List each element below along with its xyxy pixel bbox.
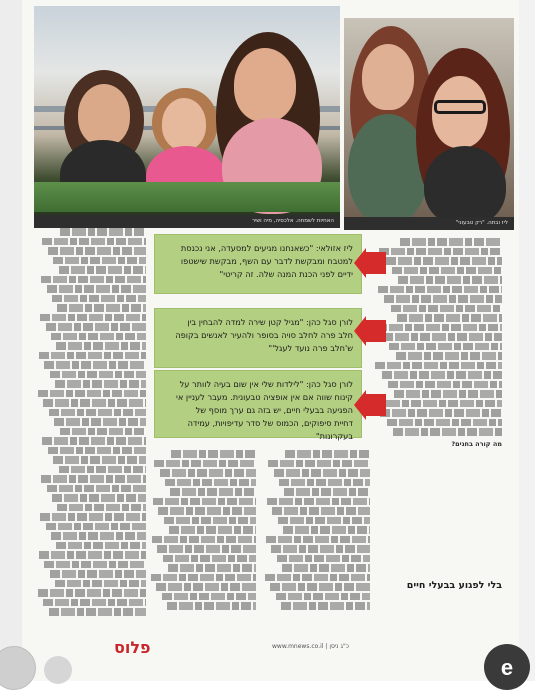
overlay-button-small[interactable] — [44, 656, 72, 684]
magazine-page — [22, 0, 519, 681]
text-line — [267, 498, 370, 506]
text-line — [154, 460, 256, 468]
text-line — [396, 352, 502, 360]
text-line — [43, 399, 146, 407]
text-line — [265, 574, 370, 582]
text-line — [57, 504, 146, 512]
arrow-icon — [352, 390, 388, 420]
mother-face — [362, 44, 414, 110]
text-line — [279, 479, 370, 487]
text-column-left — [38, 228, 146, 618]
text-line — [270, 583, 370, 591]
text-line — [157, 545, 256, 553]
text-line — [282, 564, 370, 572]
text-line — [42, 238, 146, 246]
pull-quote-1 — [154, 234, 362, 294]
text-line — [38, 589, 146, 597]
text-line — [168, 564, 256, 572]
text-line — [60, 428, 146, 436]
text-line — [387, 419, 502, 427]
text-line — [50, 371, 146, 379]
photo-caption-right: ליז ובתה. "רק טבעוני" — [344, 217, 514, 230]
text-line — [59, 266, 146, 274]
text-line — [398, 276, 502, 284]
text-line — [386, 257, 502, 265]
text-line — [40, 314, 146, 322]
text-line — [55, 380, 146, 388]
text-line — [285, 450, 370, 458]
photo-three-girls — [34, 6, 340, 228]
e-logo-icon — [484, 644, 530, 690]
text-line — [39, 352, 146, 360]
text-line — [56, 542, 146, 550]
right-margin — [519, 0, 535, 681]
text-line — [284, 488, 370, 496]
overlay-button-left[interactable] — [0, 646, 36, 690]
text-line — [400, 238, 502, 246]
text-column-middle — [150, 450, 372, 612]
text-line — [394, 390, 502, 398]
text-line — [266, 536, 370, 544]
text-line — [47, 285, 146, 293]
text-line — [165, 479, 256, 487]
girl-face — [78, 84, 130, 146]
text-line — [152, 536, 256, 544]
brand-logo: פלוס — [114, 638, 151, 657]
text-line — [48, 247, 146, 255]
text-line — [377, 324, 502, 332]
page-footer — [36, 630, 511, 670]
glasses-icon — [434, 100, 486, 114]
text-line — [281, 602, 370, 610]
footer-meta: www.mnews.co.il | כ"ג ניסן — [272, 643, 349, 650]
text-line — [50, 570, 146, 578]
text-column-right — [374, 238, 502, 628]
text-line — [397, 314, 502, 322]
text-line — [51, 333, 146, 341]
overlay-logo-button[interactable] — [484, 644, 530, 690]
text-line — [46, 323, 146, 331]
left-margin — [0, 0, 22, 681]
text-line — [54, 418, 146, 426]
text-line — [59, 466, 146, 474]
pull-quote-2 — [154, 308, 362, 368]
text-line — [276, 593, 370, 601]
text-line — [41, 475, 146, 483]
pull-quote-3 — [154, 370, 362, 441]
text-line — [40, 513, 146, 521]
text-line — [164, 517, 256, 525]
text-line — [52, 295, 146, 303]
text-line — [56, 342, 146, 350]
text-line — [391, 305, 502, 313]
text-line — [382, 371, 502, 379]
text-line — [153, 498, 256, 506]
text-line — [53, 456, 146, 464]
pull-quote-2-text: לורן סגל כהן: "מגיל קטן שירה למדה להבחין בין חלב פרה לחלב סויה בסופר ולהעיר לאנשים בקופה ש'חלב פרה נועד לעגל'" — [175, 317, 353, 353]
text-line — [156, 583, 256, 591]
text-line — [48, 447, 146, 455]
child-face — [162, 98, 206, 150]
pull-quote-1-text: ליז אזולאי: "כשאנחנו מגיעים למסעדה, אני נכנסת למטבח ומבקשת לדבר עם השף, מבקשת שישטפו ידיים לפני הכנת המנה שלה. זה קריטי" — [180, 243, 353, 279]
text-line — [60, 228, 146, 236]
text-line — [55, 580, 146, 588]
text-line — [160, 469, 256, 477]
text-line — [274, 469, 370, 477]
text-line — [42, 437, 146, 445]
text-line — [51, 532, 146, 540]
text-line — [384, 295, 502, 303]
text-line — [49, 608, 146, 616]
text-line — [283, 526, 370, 534]
text-line — [158, 507, 256, 515]
text-line — [44, 561, 146, 569]
text-line — [52, 494, 146, 502]
text-line — [375, 362, 502, 370]
teen-face — [234, 48, 296, 122]
arrow-icon — [352, 248, 388, 278]
text-line — [162, 593, 256, 601]
svg-text:e: e — [500, 655, 514, 680]
text-line — [392, 267, 502, 275]
text-line — [49, 409, 146, 417]
text-line — [379, 248, 502, 256]
text-line — [171, 450, 256, 458]
text-line — [163, 555, 256, 563]
text-line — [151, 574, 256, 582]
text-line — [53, 257, 146, 265]
text-line — [47, 485, 146, 493]
text-line — [44, 361, 146, 369]
text-line — [374, 400, 502, 408]
text-line — [393, 428, 502, 436]
text-line — [41, 276, 146, 284]
subheading: מה קורה בחגים? — [451, 440, 502, 448]
text-line — [169, 526, 256, 534]
text-line — [383, 333, 502, 341]
text-line — [38, 390, 146, 398]
text-line — [271, 545, 370, 553]
text-line — [39, 551, 146, 559]
pull-quote-3-text: לורן סגל כהן: "לילדות שלי אין שום בעיה לוותר על קינוח שווה אם אין אופציה טבעונית. מעבר לעניין אי הפגיעה בבעלי חיים, יש בזה גם ערך מוסף של דחיית סיפוקים, הכמוס של סדר עדיפויות, עמידה בעקרונות" — [175, 379, 353, 441]
text-line — [380, 409, 502, 417]
photo-mother-daughter — [344, 18, 514, 230]
text-line — [57, 304, 146, 312]
text-line — [277, 555, 370, 563]
section-heading: בלי לפגוע בבעלי חיים — [406, 580, 502, 591]
text-line — [272, 507, 370, 515]
text-line — [170, 488, 256, 496]
text-line — [278, 517, 370, 525]
daughter-body — [424, 146, 506, 226]
text-line — [389, 343, 502, 351]
text-line — [167, 602, 256, 610]
text-line — [46, 523, 146, 531]
text-line — [388, 381, 502, 389]
arrow-icon — [352, 316, 388, 346]
text-line — [43, 599, 146, 607]
photo-caption-left: האחיות לשמחה. אלכסיה, מיה ושיר — [34, 215, 340, 228]
text-line — [378, 286, 502, 294]
text-line — [268, 460, 370, 468]
